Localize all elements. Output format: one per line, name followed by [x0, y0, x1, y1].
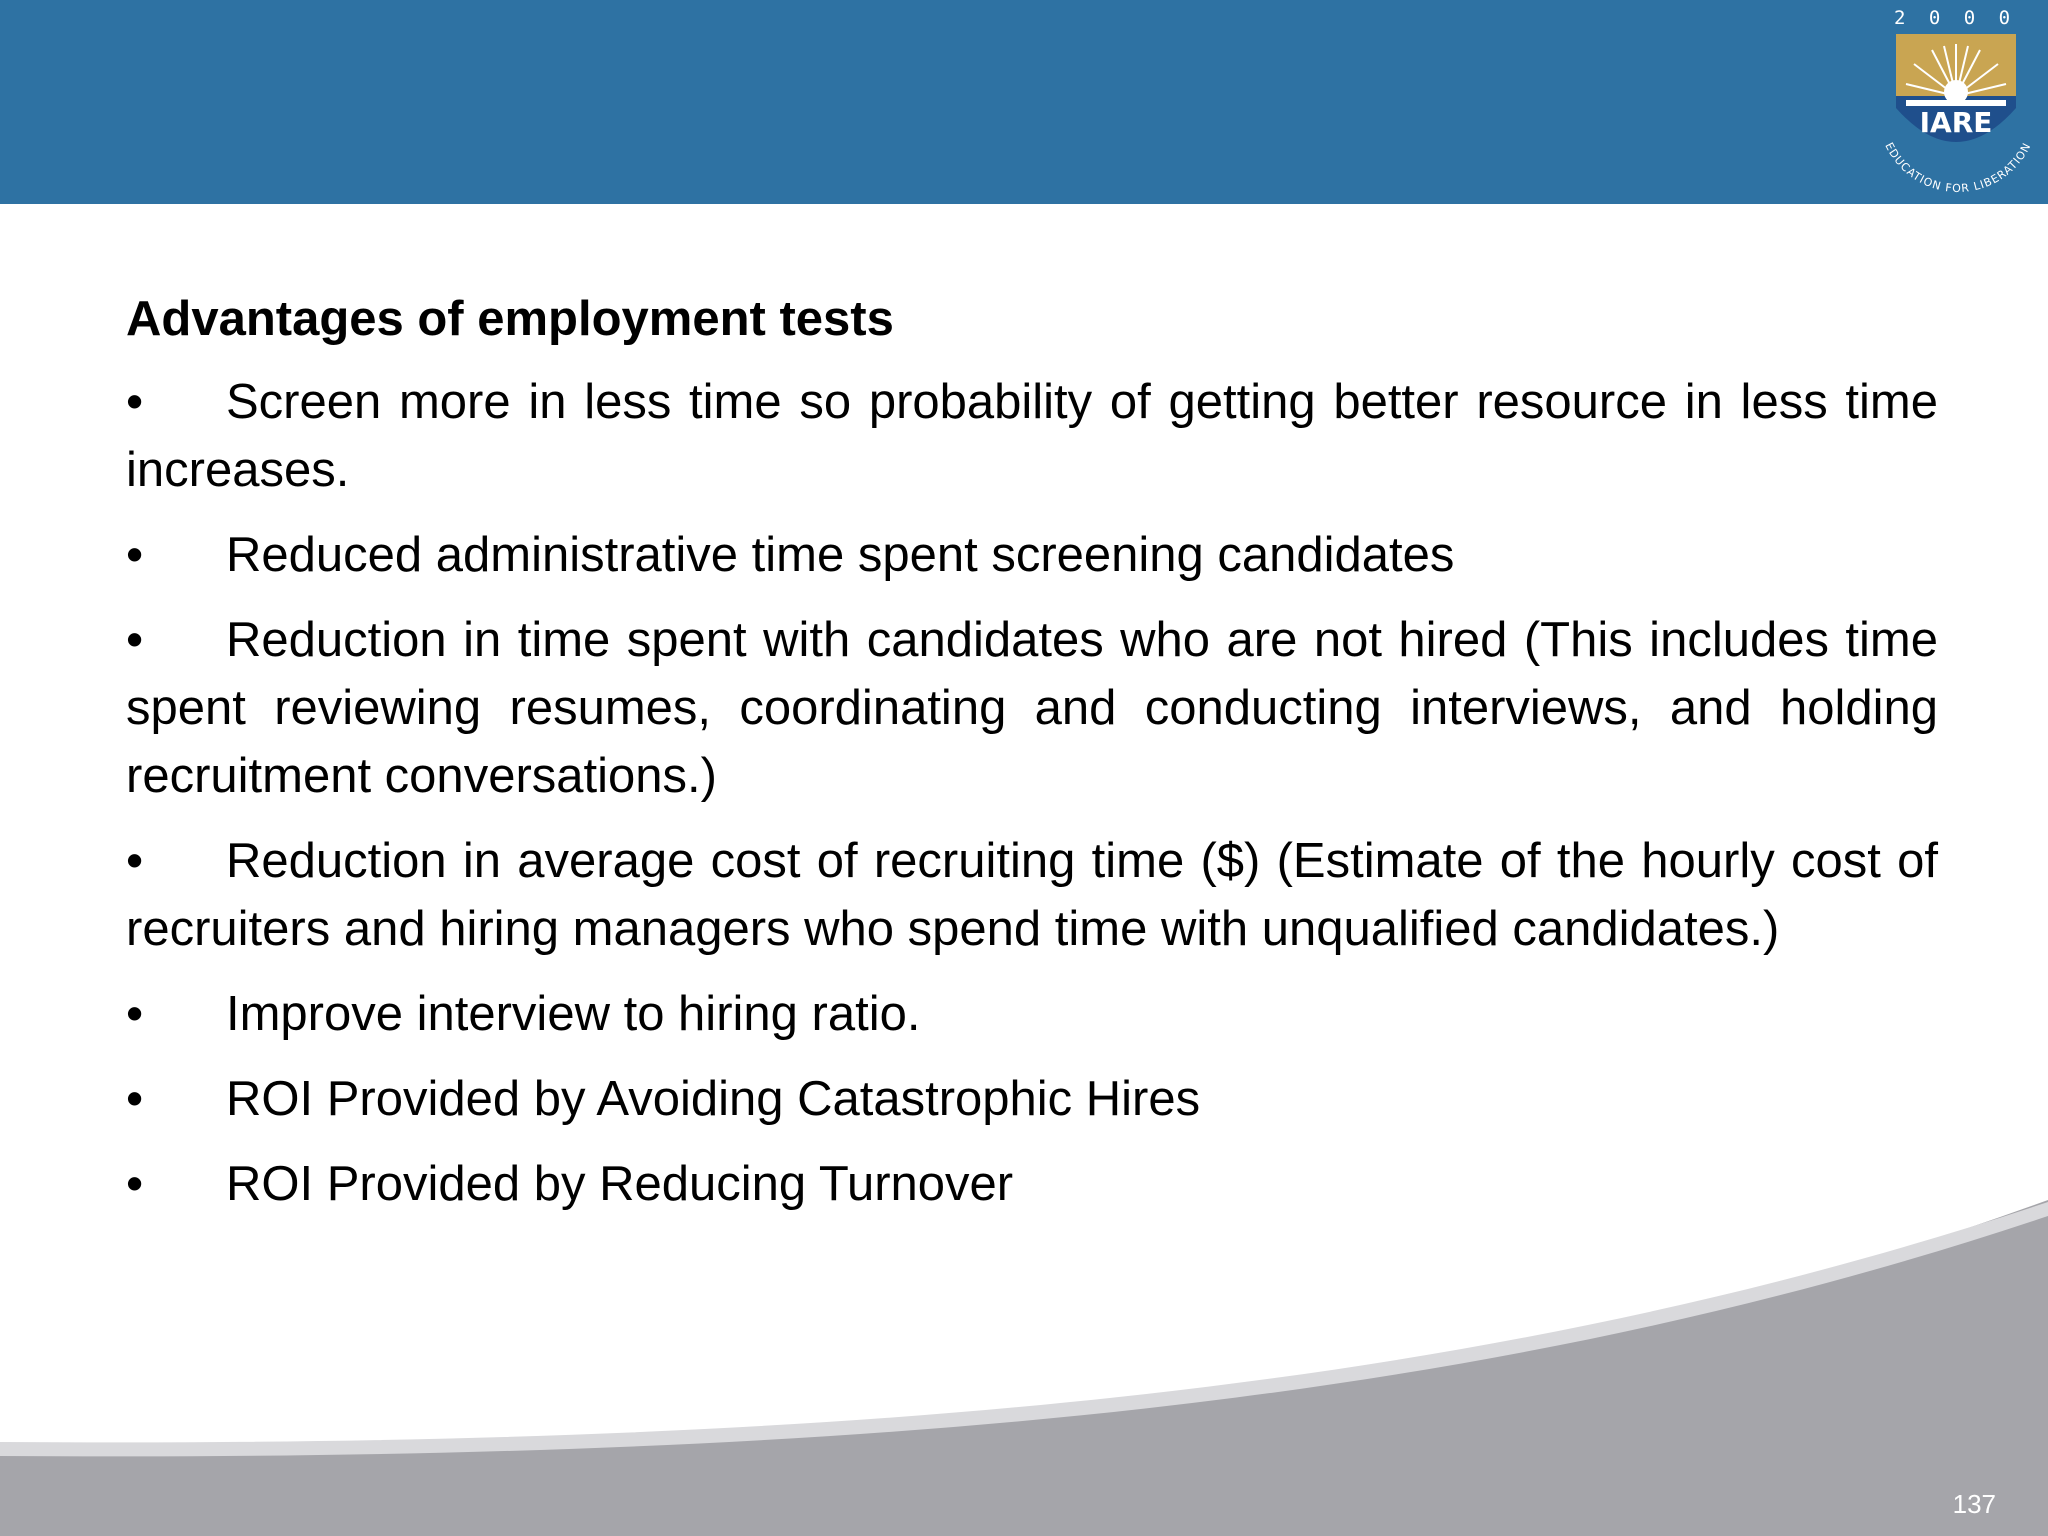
bullet-text: Reduction in time spent with candidates who are not hired (This includes time spent reviewing resumes, coordinating and conducting interviews, and holding recruitment conversations.)	[126, 613, 1938, 803]
bullet-text: Reduction in average cost of recruiting time ($) (Estimate of the hourly cost of recruiters and hiring managers who spend time with unqualified candidates.)	[126, 834, 1938, 956]
iare-logo	[1862, 0, 2048, 200]
bullet-text: Screen more in less time so probability of getting better resource in less time increases.	[126, 375, 1938, 497]
bullet-marker: •	[126, 613, 144, 667]
bullet-item	[126, 521, 1938, 589]
header-bar	[0, 0, 2048, 204]
slide-content	[126, 285, 1938, 1235]
slide-heading: Advantages of employment tests	[126, 292, 894, 346]
bullet-text: ROI Provided by Reducing Turnover	[226, 1157, 1014, 1211]
bullet-marker: •	[126, 1072, 144, 1126]
bullet-text: Reduced administrative time spent screening candidates	[226, 528, 1455, 582]
bullet-item	[126, 1065, 1938, 1133]
bullet-marker: •	[126, 375, 144, 429]
logo-motto: EDUCATION FOR LIBERATION	[1882, 140, 2034, 196]
bullet-text: ROI Provided by Avoiding Catastrophic Hires	[226, 1072, 1201, 1126]
bullet-marker: •	[126, 1157, 144, 1211]
bullet-item	[126, 606, 1938, 810]
bullet-text: Improve interview to hiring ratio.	[226, 987, 921, 1041]
bullet-item	[126, 827, 1938, 963]
bullet-item	[126, 980, 1938, 1048]
bullet-marker: •	[126, 834, 144, 888]
bullet-item	[126, 1150, 1938, 1218]
logo-year-text: 2 0 0 0	[1893, 7, 2017, 29]
bullet-marker: •	[126, 528, 144, 582]
bullet-marker: •	[126, 987, 144, 1041]
logo-name: IARE	[1919, 106, 1993, 139]
page-number: 137	[1952, 1489, 1996, 1519]
bullet-item	[126, 368, 1938, 504]
